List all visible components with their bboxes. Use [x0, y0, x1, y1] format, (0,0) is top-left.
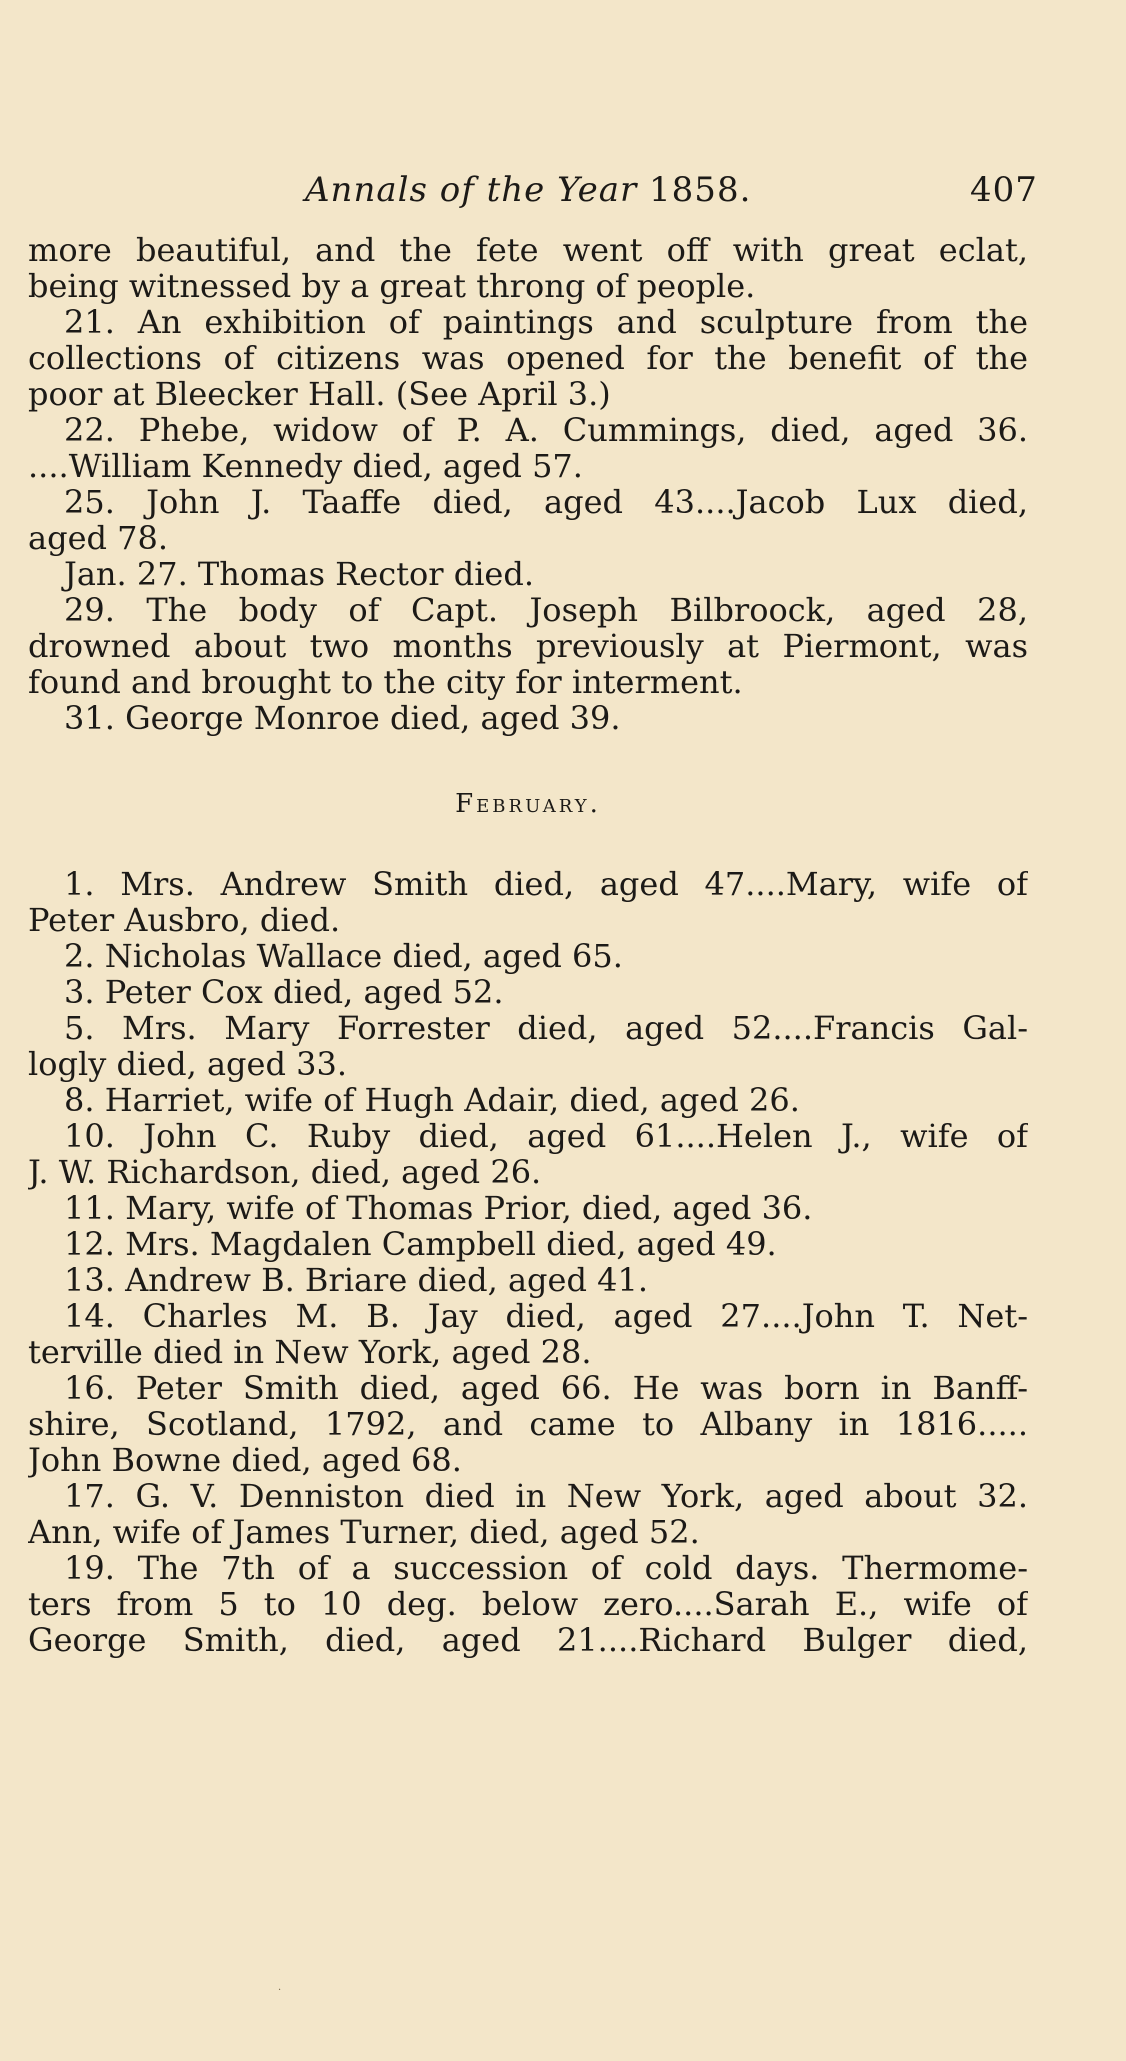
entry-line: 19. The 7th of a succession of cold days. Thermome-: [64, 1550, 1028, 1586]
text-line: drowned about two months previously at Piermont, was: [28, 628, 1028, 664]
entry-line: 16. Peter Smith died, aged 66. He was born in Banff-: [64, 1370, 1028, 1406]
text-line: collections of citizens was opened for the benefit of the: [28, 340, 1028, 376]
entry-line: 22. Phebe, widow of P. A. Cummings, died, aged 36.: [64, 412, 1028, 448]
text-line: John Bowne died, aged 68.: [28, 1442, 462, 1478]
entry-line: 31. George Monroe died, aged 39.: [64, 700, 621, 736]
entry-line: 1. Mrs. Andrew Smith died, aged 47....Mary, wife of: [64, 866, 1028, 902]
entry-line: 10. John C. Ruby died, aged 61....Helen J., wife of: [64, 1118, 1028, 1154]
entry-line: 25. John J. Taaffe died, aged 43....Jacob Lux died,: [64, 484, 1028, 520]
page-number: 407: [970, 170, 1038, 210]
text-line: terville died in New York, aged 28.: [28, 1334, 592, 1370]
running-title-italic: Annals of the Year: [305, 170, 638, 210]
text-line: found and brought to the city for interment.: [28, 664, 743, 700]
text-line: J. W. Richardson, died, aged 26.: [28, 1154, 542, 1190]
text-line: George Smith, died, aged 21....Richard Bulger died,: [28, 1622, 1028, 1658]
entry-line: 2. Nicholas Wallace died, aged 65.: [64, 938, 623, 974]
text-line: poor at Bleecker Hall. (See April 3.): [28, 376, 611, 412]
entry-line: 5. Mrs. Mary Forrester died, aged 52....Francis Gal-: [64, 1010, 1028, 1046]
paper-speck: ·: [278, 1985, 282, 1996]
entry-line: 13. Andrew B. Briare died, aged 41.: [64, 1262, 648, 1298]
text-line: Peter Ausbro, died.: [28, 902, 341, 938]
entry-line: 14. Charles M. B. Jay died, aged 27....John T. Net-: [64, 1298, 1028, 1334]
text-line: ters from 5 to 10 deg. below zero....Sarah E., wife of: [28, 1586, 1028, 1622]
text-line: being witnessed by a great throng of people.: [28, 268, 756, 304]
entry-line: 12. Mrs. Magdalen Campbell died, aged 49.: [64, 1226, 777, 1262]
text-line: ....William Kennedy died, aged 57.: [28, 448, 583, 484]
month-heading: February.: [455, 789, 601, 819]
text-line: logly died, aged 33.: [28, 1046, 347, 1082]
text-line: Ann, wife of James Turner, died, aged 52.: [28, 1514, 700, 1550]
entry-line: 17. G. V. Denniston died in New York, aged about 32.: [64, 1478, 1028, 1514]
entry-line: Jan. 27. Thomas Rector died.: [64, 556, 535, 592]
running-title-year: 1858.: [649, 170, 752, 210]
entry-line: 8. Harriet, wife of Hugh Adair, died, aged 26.: [64, 1082, 800, 1118]
text-line: shire, Scotland, 1792, and came to Albany in 1816.....: [28, 1406, 1028, 1442]
text-line: more beautiful, and the fete went off with great eclat,: [28, 232, 1028, 268]
entry-line: 29. The body of Capt. Joseph Bilbroock, aged 28,: [64, 592, 1028, 628]
running-title: [305, 170, 751, 210]
body-text: [28, 232, 1028, 1658]
running-header: [0, 170, 1126, 220]
entry-line: 21. An exhibition of paintings and sculpture from the: [64, 304, 1028, 340]
entry-line: 3. Peter Cox died, aged 52.: [64, 974, 504, 1010]
entry-line: 11. Mary, wife of Thomas Prior, died, aged 36.: [64, 1190, 813, 1226]
text-line: aged 78.: [28, 520, 169, 556]
